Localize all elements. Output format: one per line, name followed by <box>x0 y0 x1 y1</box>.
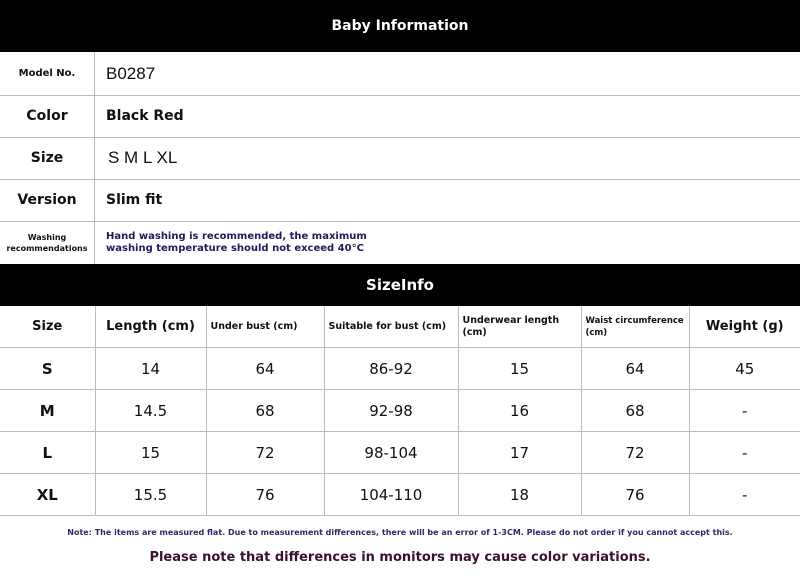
info-row-color <box>0 95 800 138</box>
col-waist-header: Waist circumference (cm) <box>581 306 689 348</box>
size-info-header <box>0 264 800 306</box>
waist-cell: 64 <box>581 348 689 390</box>
model-no-label: Model No. <box>0 52 95 95</box>
info-row-size <box>0 137 800 180</box>
size-label: Size <box>0 137 95 179</box>
col-under-bust-header: Under bust (cm) <box>206 306 324 348</box>
weight-cell: 45 <box>689 348 800 390</box>
size-cell: M <box>0 390 95 432</box>
measurement-note: Note: The items are measured flat. Due to measurement differences, there will be an error of 1-3CM. Please do not order if you cannot accept this. <box>67 528 733 537</box>
underwear-length-cell: 15 <box>458 348 581 390</box>
size-cell: XL <box>0 474 95 516</box>
color-label: Color <box>0 95 95 137</box>
under-bust-cell: 72 <box>206 432 324 474</box>
model-no-value: B0287 <box>106 63 156 83</box>
size-cell: S <box>0 348 95 390</box>
suitable-bust-cell: 92-98 <box>324 390 458 432</box>
col-weight-header: Weight (g) <box>689 306 800 348</box>
table-row <box>0 474 800 516</box>
washing-value: Hand washing is recommended, the maximum washing temperature should not exceed 40°C <box>106 230 367 254</box>
size-info-title: SizeInfo <box>366 276 434 294</box>
color-value: Black Red <box>106 108 184 124</box>
col-size-header: Size <box>0 306 95 348</box>
underwear-length-cell: 17 <box>458 432 581 474</box>
length-cell: 14.5 <box>95 390 206 432</box>
version-label: Version <box>0 179 95 221</box>
baby-information-title: Baby Information <box>331 18 469 34</box>
size-table-header-row <box>0 306 800 348</box>
underwear-length-cell: 16 <box>458 390 581 432</box>
size-cell: L <box>0 432 95 474</box>
suitable-bust-cell: 86-92 <box>324 348 458 390</box>
table-row <box>0 390 800 432</box>
version-value: Slim fit <box>106 192 163 208</box>
col-length-header: Length (cm) <box>95 306 206 348</box>
monitor-color-note: Please note that differences in monitors may cause color variations. <box>149 550 651 565</box>
length-cell: 15.5 <box>95 474 206 516</box>
col-underwear-length-header: Underwear length (cm) <box>458 306 581 348</box>
weight-cell: - <box>689 432 800 474</box>
info-row-model <box>0 52 800 96</box>
under-bust-cell: 76 <box>206 474 324 516</box>
length-cell: 14 <box>95 348 206 390</box>
waist-cell: 72 <box>581 432 689 474</box>
weight-cell: - <box>689 390 800 432</box>
table-row <box>0 348 800 390</box>
col-suitable-bust-header: Suitable for bust (cm) <box>324 306 458 348</box>
size-table <box>0 306 800 516</box>
length-cell: 15 <box>95 432 206 474</box>
under-bust-cell: 64 <box>206 348 324 390</box>
info-row-version <box>0 179 800 222</box>
washing-label: Washing recommendations <box>0 221 95 264</box>
suitable-bust-cell: 104-110 <box>324 474 458 516</box>
under-bust-cell: 68 <box>206 390 324 432</box>
suitable-bust-cell: 98-104 <box>324 432 458 474</box>
size-value: S M L XL <box>108 148 178 167</box>
baby-information-header <box>0 0 800 52</box>
waist-cell: 68 <box>581 390 689 432</box>
waist-cell: 76 <box>581 474 689 516</box>
table-row <box>0 432 800 474</box>
weight-cell: - <box>689 474 800 516</box>
info-row-washing <box>0 221 800 264</box>
underwear-length-cell: 18 <box>458 474 581 516</box>
